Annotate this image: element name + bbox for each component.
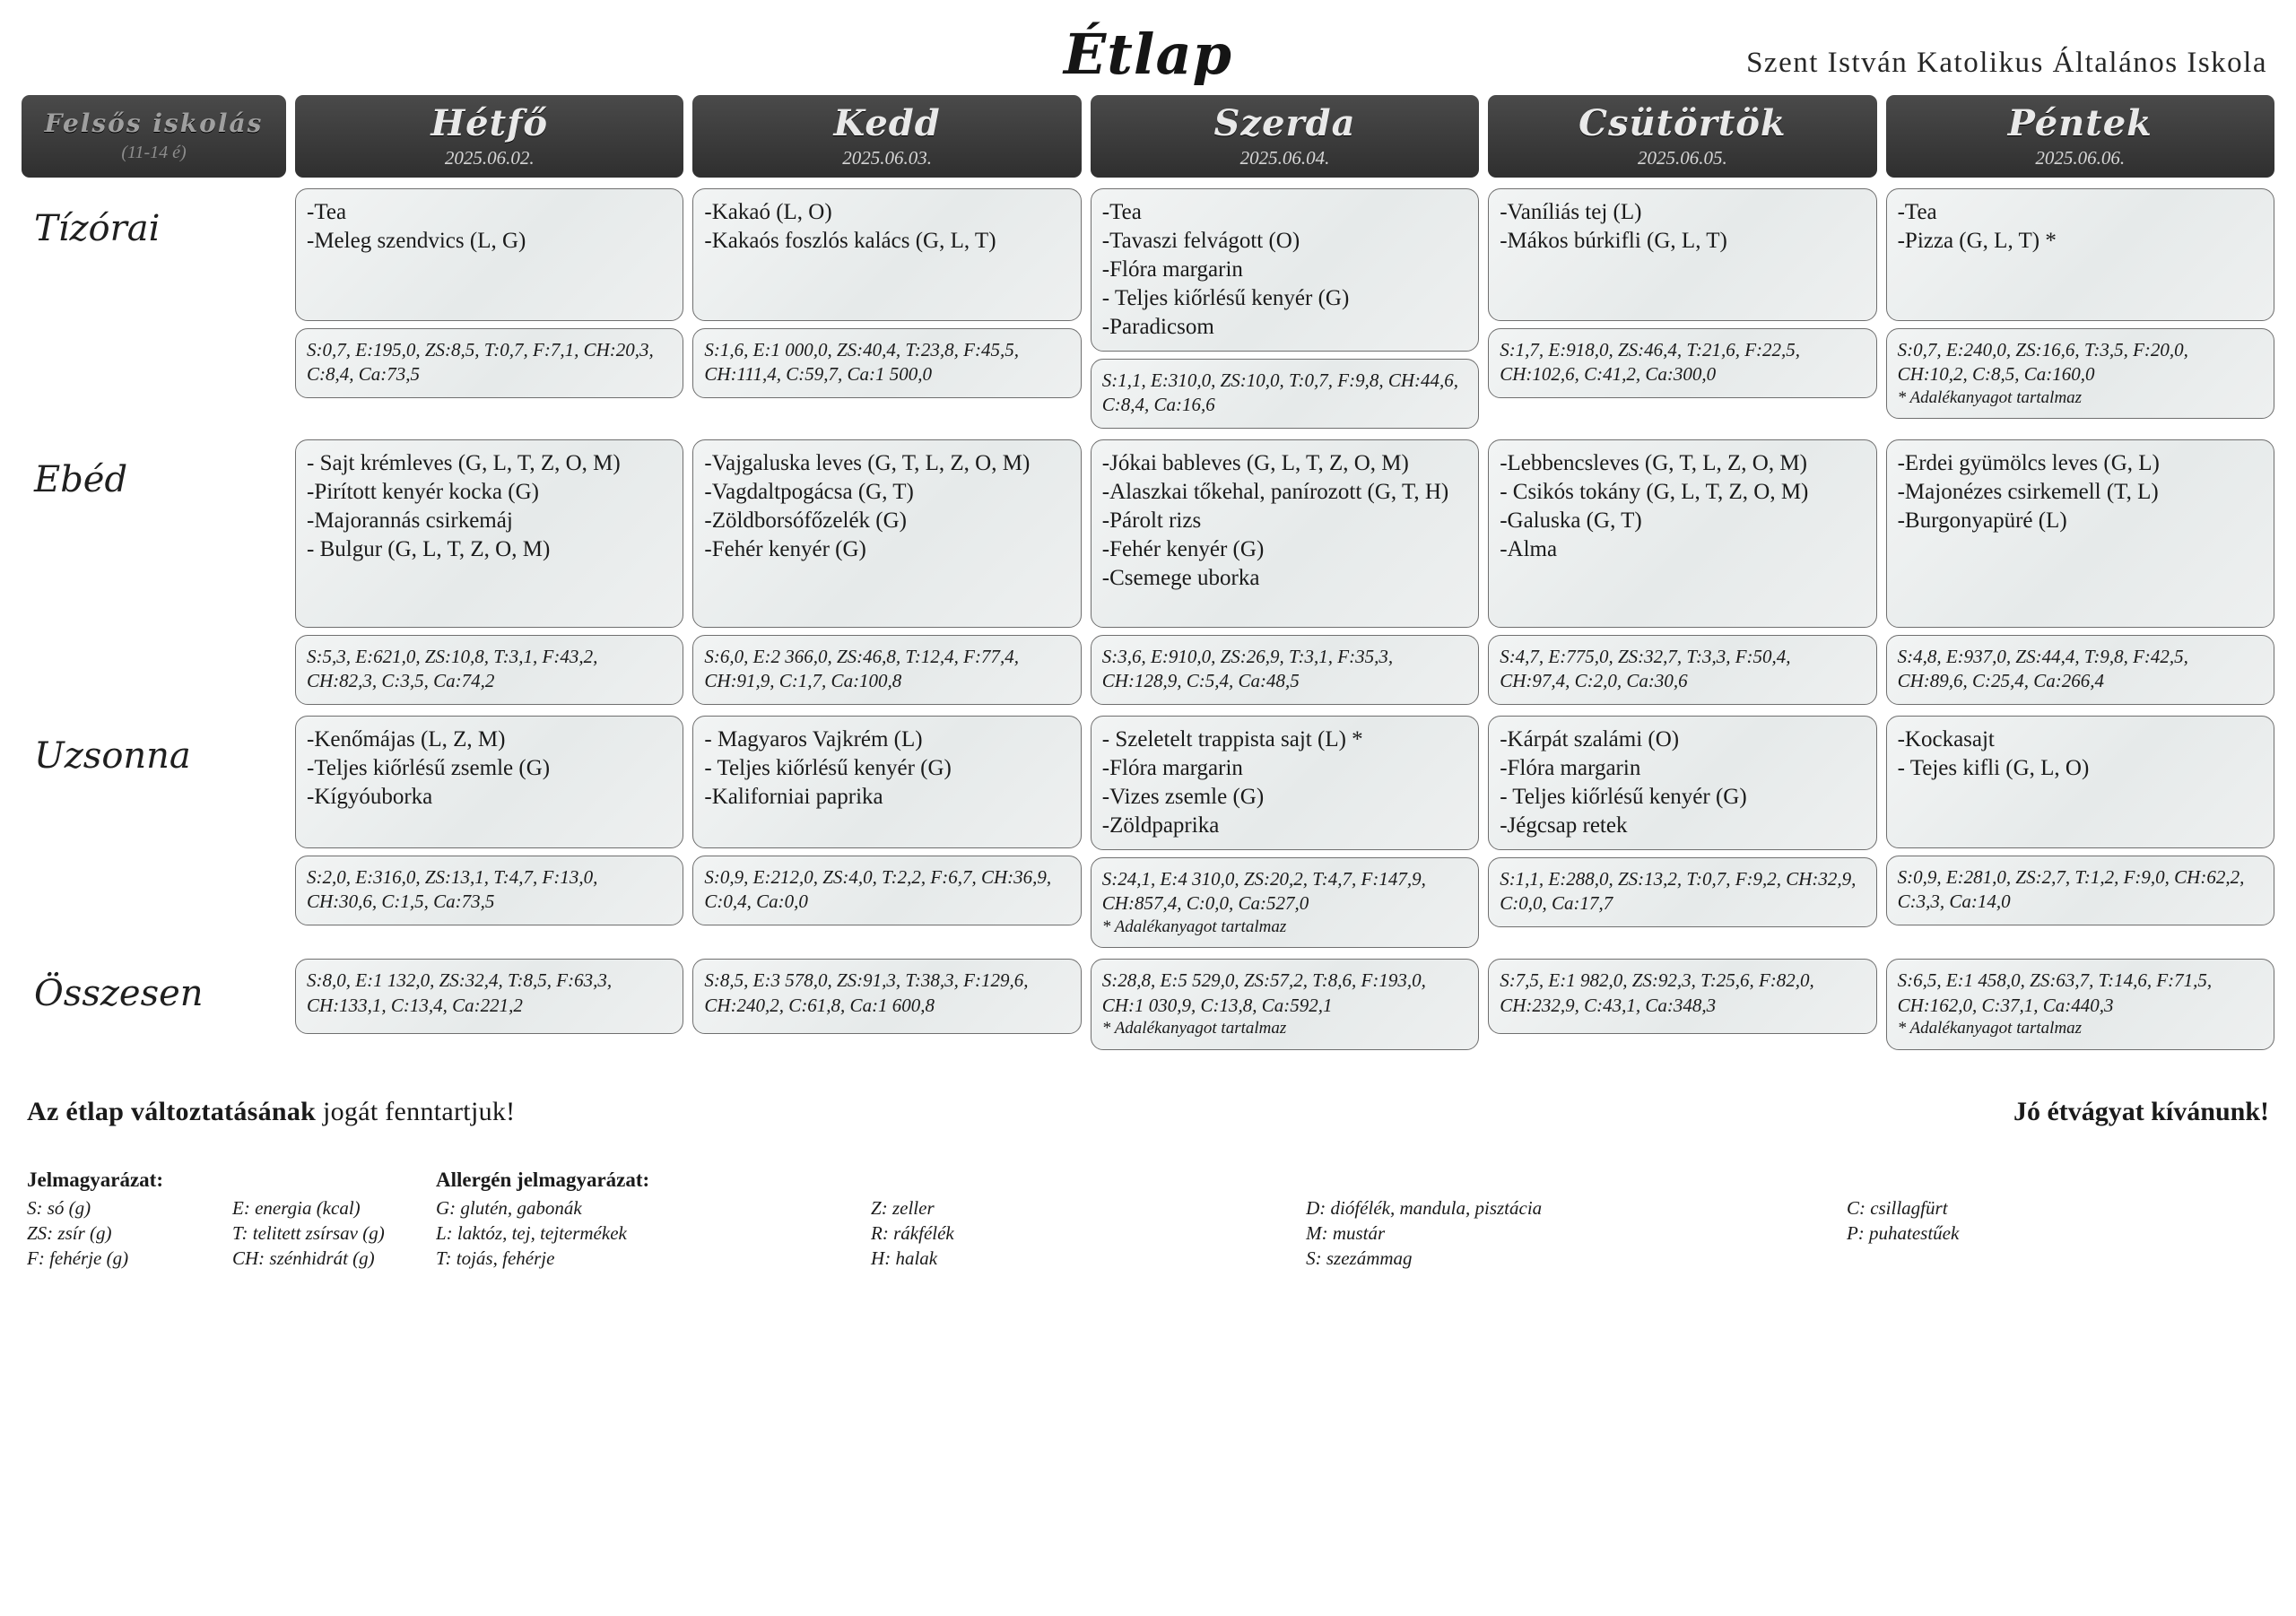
meal-item: -Lebbencsleves (G, T, L, Z, O, M) bbox=[1500, 451, 1807, 475]
footer-notes bbox=[22, 1097, 2274, 1127]
nutrition-text: S:1,7, E:918,0, ZS:46,4, T:21,6, F:22,5, CH:102,6, C:41,2, Ca:300,0 bbox=[1500, 339, 1801, 386]
meal-item: -Kígyóuborka bbox=[307, 785, 433, 809]
meal-item: -Vagdaltpogácsa (G, T) bbox=[704, 480, 914, 504]
meal-items bbox=[1488, 188, 1876, 321]
meal-item: -Zöldborsófőzelék (G) bbox=[704, 508, 908, 533]
day-name: Hétfő bbox=[430, 101, 548, 144]
meal-item: -Flóra margarin bbox=[1500, 756, 1641, 780]
legend-item: D: diófélék, mandula, pisztácia bbox=[1306, 1196, 1543, 1219]
meal-item: -Mákos búrkifli (G, L, T) bbox=[1500, 229, 1727, 253]
header-category-age: (11-14 é) bbox=[121, 142, 187, 162]
totals-cell bbox=[1091, 959, 1479, 1049]
legend-item: S: só (g) bbox=[27, 1196, 91, 1219]
meal-cell bbox=[295, 439, 683, 705]
meal-cell bbox=[1488, 439, 1876, 705]
nutrition-values bbox=[1488, 328, 1876, 398]
meal-cell bbox=[692, 439, 1081, 705]
day-date: 2025.06.02. bbox=[444, 146, 535, 169]
meal-item: -Tea bbox=[1101, 200, 1142, 224]
meal-items bbox=[1091, 439, 1479, 628]
meal-row-uzsonna bbox=[22, 716, 2274, 948]
nutrition-text: S:0,7, E:240,0, ZS:16,6, T:3,5, F:20,0, CH:10,2, C:8,5, Ca:160,0 bbox=[1897, 339, 2188, 386]
meal-items bbox=[1488, 716, 1876, 850]
meal-items bbox=[1091, 188, 1479, 352]
day-name: Szerda bbox=[1213, 101, 1356, 144]
legend-nutrients bbox=[27, 1169, 422, 1270]
header-cell-tuesday bbox=[692, 95, 1081, 178]
meal-cell bbox=[1886, 188, 2274, 429]
meal-cell bbox=[295, 188, 683, 429]
legend-allergens-list bbox=[436, 1197, 2269, 1270]
meal-item: - Teljes kiőrlésű kenyér (G) bbox=[1101, 286, 1350, 310]
meal-cell bbox=[1488, 188, 1876, 429]
meal-items bbox=[295, 716, 683, 848]
nutrition-text: S:0,9, E:212,0, ZS:4,0, T:2,2, F:6,7, CH:36,9, C:0,4, Ca:0,0 bbox=[704, 866, 1052, 913]
meal-item: -Kárpát szalámi (O) bbox=[1500, 727, 1680, 752]
meal-item: -Tea bbox=[307, 200, 347, 224]
nutrition-text: S:2,0, E:316,0, ZS:13,1, T:4,7, F:13,0, CH:30,6, C:1,5, Ca:73,5 bbox=[307, 866, 598, 913]
nutrition-text: S:1,1, E:310,0, ZS:10,0, T:0,7, F:9,8, CH:44,6, C:8,4, Ca:16,6 bbox=[1101, 369, 1459, 416]
meal-item: - Teljes kiőrlésű kenyér (G) bbox=[1500, 785, 1747, 809]
meal-item: -Paradicsom bbox=[1101, 315, 1214, 339]
totals-cell bbox=[295, 959, 683, 1049]
meal-item: -Fehér kenyér (G) bbox=[1101, 537, 1265, 561]
nutrition-values bbox=[692, 635, 1081, 705]
nutrition-values bbox=[1488, 959, 1876, 1034]
meal-item: -Zöldpaprika bbox=[1101, 813, 1220, 838]
legend-item: CH: szénhidrát (g) bbox=[232, 1247, 375, 1269]
meal-items bbox=[692, 439, 1081, 628]
meal-item: -Vaníliás tej (L) bbox=[1500, 200, 1642, 224]
meal-items bbox=[1091, 716, 1479, 850]
meal-item: -Vizes zsemle (G) bbox=[1101, 785, 1265, 809]
totals-cell bbox=[1886, 959, 2274, 1049]
meal-items bbox=[295, 188, 683, 321]
meal-items bbox=[692, 188, 1081, 321]
meal-item: -Tavaszi felvágott (O) bbox=[1101, 229, 1300, 253]
nutrition-text: S:6,0, E:2 366,0, ZS:46,8, T:12,4, F:77,4, CH:91,9, C:1,7, Ca:100,8 bbox=[704, 646, 1019, 692]
nutrition-values bbox=[295, 959, 683, 1034]
legend-item: C: csillagfürt bbox=[1846, 1196, 1948, 1219]
nutrition-text: S:7,5, E:1 982,0, ZS:92,3, T:25,6, F:82,0, CH:232,9, C:43,1, Ca:348,3 bbox=[1500, 969, 1814, 1016]
meal-cell bbox=[692, 716, 1081, 948]
nutrition-values bbox=[1091, 857, 1479, 948]
nutrition-text: S:0,9, E:281,0, ZS:2,7, T:1,2, F:9,0, CH:62,2, C:3,3, Ca:14,0 bbox=[1897, 866, 2245, 913]
nutrition-text: S:28,8, E:5 529,0, ZS:57,2, T:8,6, F:193,0, CH:1 030,9, C:13,8, Ca:592,1 bbox=[1101, 969, 1426, 1016]
nutrition-values bbox=[1886, 856, 2274, 925]
meal-item: -Kakaós foszlós kalács (G, L, T) bbox=[704, 229, 996, 253]
legend-item: L: laktóz, tej, tejtermékek bbox=[436, 1221, 627, 1244]
meal-item: - Csikós tokány (G, L, T, Z, O, M) bbox=[1500, 480, 1809, 504]
nutrition-values bbox=[692, 856, 1081, 925]
legend-item: R: rákfélék bbox=[871, 1221, 954, 1244]
meal-item: -Fehér kenyér (G) bbox=[704, 537, 866, 561]
meal-item: -Meleg szendvics (L, G) bbox=[307, 229, 526, 253]
legend-nutrients-list bbox=[27, 1197, 422, 1270]
bon-appetit-text: Jó étvágyat kívánunk! bbox=[2013, 1096, 2269, 1126]
legend-item: P: puhatestűek bbox=[1846, 1221, 1960, 1244]
additive-note: * Adalékanyagot tartalmaz bbox=[1101, 1018, 1287, 1038]
day-date: 2025.06.06. bbox=[2035, 146, 2126, 169]
meal-item: - Bulgur (G, L, T, Z, O, M) bbox=[307, 537, 551, 561]
meal-item: -Párolt rizs bbox=[1101, 508, 1202, 533]
disclaimer-text bbox=[27, 1097, 515, 1127]
meal-item: -Jókai bableves (G, L, T, Z, O, M) bbox=[1101, 451, 1409, 475]
nutrition-text: S:8,5, E:3 578,0, ZS:91,3, T:38,3, F:129,6, CH:240,2, C:61,8, Ca:1 600,8 bbox=[704, 969, 1029, 1016]
nutrition-text: S:4,7, E:775,0, ZS:32,7, T:3,3, F:50,4, CH:97,4, C:2,0, Ca:30,6 bbox=[1500, 646, 1791, 692]
nutrition-values bbox=[692, 959, 1081, 1034]
meal-label: Uzsonna bbox=[34, 735, 191, 777]
meal-item: -Majonézes csirkemell (T, L) bbox=[1897, 480, 2159, 504]
nutrition-values bbox=[295, 856, 683, 925]
meal-label: Tízórai bbox=[34, 208, 161, 249]
legend-allergens-title: Allergén jelmagyarázat: bbox=[436, 1168, 650, 1191]
day-name: Csütörtök bbox=[1578, 101, 1787, 144]
meal-cell bbox=[1886, 716, 2274, 948]
legend-nutrients-title: Jelmagyarázat: bbox=[27, 1168, 163, 1191]
day-header-row bbox=[22, 95, 2274, 178]
meal-item: -Alaszkai tőkehal, panírozott (G, T, H) bbox=[1101, 480, 1449, 504]
nutrition-text: S:4,8, E:937,0, ZS:44,4, T:9,8, F:42,5, CH:89,6, C:25,4, Ca:266,4 bbox=[1897, 646, 2188, 692]
nutrition-text: S:8,0, E:1 132,0, ZS:32,4, T:8,5, F:63,3, CH:133,1, C:13,4, Ca:221,2 bbox=[307, 969, 613, 1016]
meal-item: -Kockasajt bbox=[1897, 727, 1995, 752]
meal-item: -Flóra margarin bbox=[1101, 257, 1243, 282]
day-date: 2025.06.04. bbox=[1239, 146, 1330, 169]
meal-item: -Pirított kenyér kocka (G) bbox=[307, 480, 539, 504]
day-date: 2025.06.05. bbox=[1638, 146, 1727, 169]
meal-items bbox=[692, 716, 1081, 848]
meal-item: - Sajt krémleves (G, L, T, Z, O, M) bbox=[307, 451, 621, 475]
nutrition-text: S:24,1, E:4 310,0, ZS:20,2, T:4,7, F:147,9, CH:857,4, C:0,0, Ca:527,0 bbox=[1101, 868, 1426, 915]
meal-row-ebed bbox=[22, 439, 2274, 705]
header-cell-thursday bbox=[1488, 95, 1876, 178]
legend-item: T: telitett zsírsav (g) bbox=[232, 1221, 385, 1244]
totals-cell bbox=[692, 959, 1081, 1049]
meal-item: -Tea bbox=[1897, 200, 1937, 224]
additive-note: * Adalékanyagot tartalmaz bbox=[1897, 1018, 2083, 1038]
meal-cell bbox=[1091, 188, 1479, 429]
legend-item: Z: zeller bbox=[871, 1196, 935, 1219]
meal-row-tizorai bbox=[22, 188, 2274, 429]
nutrition-values bbox=[1091, 635, 1479, 705]
meal-item: - Tejes kifli (G, L, O) bbox=[1897, 756, 2090, 780]
nutrition-text: S:0,7, E:195,0, ZS:8,5, T:0,7, F:7,1, CH:20,3, C:8,4, Ca:73,5 bbox=[307, 339, 654, 386]
nutrition-text: S:3,6, E:910,0, ZS:26,9, T:3,1, F:35,3, CH:128,9, C:5,4, Ca:48,5 bbox=[1101, 646, 1394, 692]
meal-item: -Galuska (G, T) bbox=[1500, 508, 1642, 533]
nutrition-values bbox=[1886, 635, 2274, 705]
totals-label: Összesen bbox=[34, 973, 204, 1015]
nutrition-values bbox=[1886, 959, 2274, 1049]
header-cell-monday bbox=[295, 95, 683, 178]
meal-item: -Burgonyapüré (L) bbox=[1897, 508, 2067, 533]
legend-item: H: halak bbox=[871, 1247, 938, 1269]
legend-item: S: szezámmag bbox=[1306, 1247, 1413, 1269]
meal-item: -Majorannás csirkemáj bbox=[307, 508, 513, 533]
school-name: Szent István Katolikus Általános Iskola bbox=[1746, 47, 2267, 79]
disclaimer-bold: Az étlap változtatásának bbox=[27, 1096, 317, 1126]
nutrition-values bbox=[692, 328, 1081, 398]
nutrition-text: S:5,3, E:621,0, ZS:10,8, T:3,1, F:43,2, CH:82,3, C:3,5, Ca:74,2 bbox=[307, 646, 598, 692]
meal-item: -Erdei gyümölcs leves (G, L) bbox=[1897, 451, 2160, 475]
additive-note: * Adalékanyagot tartalmaz bbox=[1897, 387, 2083, 407]
meal-label: Ebéd bbox=[34, 459, 128, 500]
nutrition-text: S:1,1, E:288,0, ZS:13,2, T:0,7, F:9,2, CH:32,9, C:0,0, Ca:17,7 bbox=[1500, 868, 1857, 915]
meal-cell bbox=[295, 716, 683, 948]
nutrition-values bbox=[1886, 328, 2274, 419]
disclaimer-rest: jogát fenntartjuk! bbox=[316, 1096, 516, 1126]
meal-item: -Pizza (G, L, T) * bbox=[1897, 229, 2057, 253]
meal-items bbox=[1488, 439, 1876, 628]
legend-item bbox=[1847, 1247, 2269, 1270]
meal-items bbox=[1886, 439, 2274, 628]
meal-item: -Kaliforniai paprika bbox=[704, 785, 883, 809]
nutrition-values bbox=[1091, 959, 1479, 1049]
nutrition-text: S:6,5, E:1 458,0, ZS:63,7, T:14,6, F:71,5, CH:162,0, C:37,1, Ca:440,3 bbox=[1897, 969, 2213, 1016]
header-cell-category bbox=[22, 95, 286, 178]
header-category-name: Felsős iskolás bbox=[44, 109, 264, 139]
meal-item: - Szeletelt trappista sajt (L) * bbox=[1101, 727, 1363, 752]
nutrition-values bbox=[1488, 635, 1876, 705]
header-cell-wednesday bbox=[1091, 95, 1479, 178]
meal-item: -Kakaó (L, O) bbox=[704, 200, 832, 224]
meal-items bbox=[1886, 188, 2274, 321]
meal-cell bbox=[1091, 439, 1479, 705]
additive-note: * Adalékanyagot tartalmaz bbox=[1101, 917, 1287, 936]
legend-item: F: fehérje (g) bbox=[27, 1247, 129, 1269]
nutrition-values bbox=[295, 328, 683, 398]
meal-item: -Kenőmájas (L, Z, M) bbox=[307, 727, 506, 752]
meal-cell bbox=[1488, 716, 1876, 948]
day-name: Kedd bbox=[833, 101, 941, 144]
day-name: Péntek bbox=[2007, 101, 2152, 144]
legend-item: G: glutén, gabonák bbox=[436, 1196, 582, 1219]
meal-cell bbox=[1886, 439, 2274, 705]
legend-item: ZS: zsír (g) bbox=[27, 1221, 112, 1244]
meal-cell bbox=[1091, 716, 1479, 948]
legend-item: E: energia (kcal) bbox=[232, 1196, 361, 1219]
meal-item: - Teljes kiőrlésű kenyér (G) bbox=[704, 756, 952, 780]
legend-item: M: mustár bbox=[1306, 1221, 1386, 1244]
totals-row bbox=[22, 959, 2274, 1049]
legend bbox=[22, 1169, 2274, 1270]
meal-item: -Csemege uborka bbox=[1101, 566, 1260, 590]
nutrition-values bbox=[1488, 857, 1876, 927]
nutrition-values bbox=[295, 635, 683, 705]
nutrition-values bbox=[1091, 359, 1479, 429]
legend-item: T: tojás, fehérje bbox=[436, 1247, 555, 1269]
meal-item: -Jégcsap retek bbox=[1500, 813, 1628, 838]
meal-cell bbox=[692, 188, 1081, 429]
meal-items bbox=[1886, 716, 2274, 848]
page-title: Étlap bbox=[1064, 22, 1232, 87]
meal-item: - Magyaros Vajkrém (L) bbox=[704, 727, 923, 752]
meal-item: -Vajgaluska leves (G, T, L, Z, O, M) bbox=[704, 451, 1031, 475]
meal-item: -Flóra margarin bbox=[1101, 756, 1243, 780]
header-cell-friday bbox=[1886, 95, 2274, 178]
meal-item: -Teljes kiőrlésű zsemle (G) bbox=[307, 756, 551, 780]
meal-item: -Alma bbox=[1500, 537, 1558, 561]
page-header bbox=[22, 16, 2274, 93]
nutrition-text: S:1,6, E:1 000,0, ZS:40,4, T:23,8, F:45,5, CH:111,4, C:59,7, Ca:1 500,0 bbox=[704, 339, 1019, 386]
totals-cell bbox=[1488, 959, 1876, 1049]
legend-allergens bbox=[436, 1169, 2269, 1270]
meal-items bbox=[295, 439, 683, 628]
day-date: 2025.06.03. bbox=[842, 146, 932, 169]
